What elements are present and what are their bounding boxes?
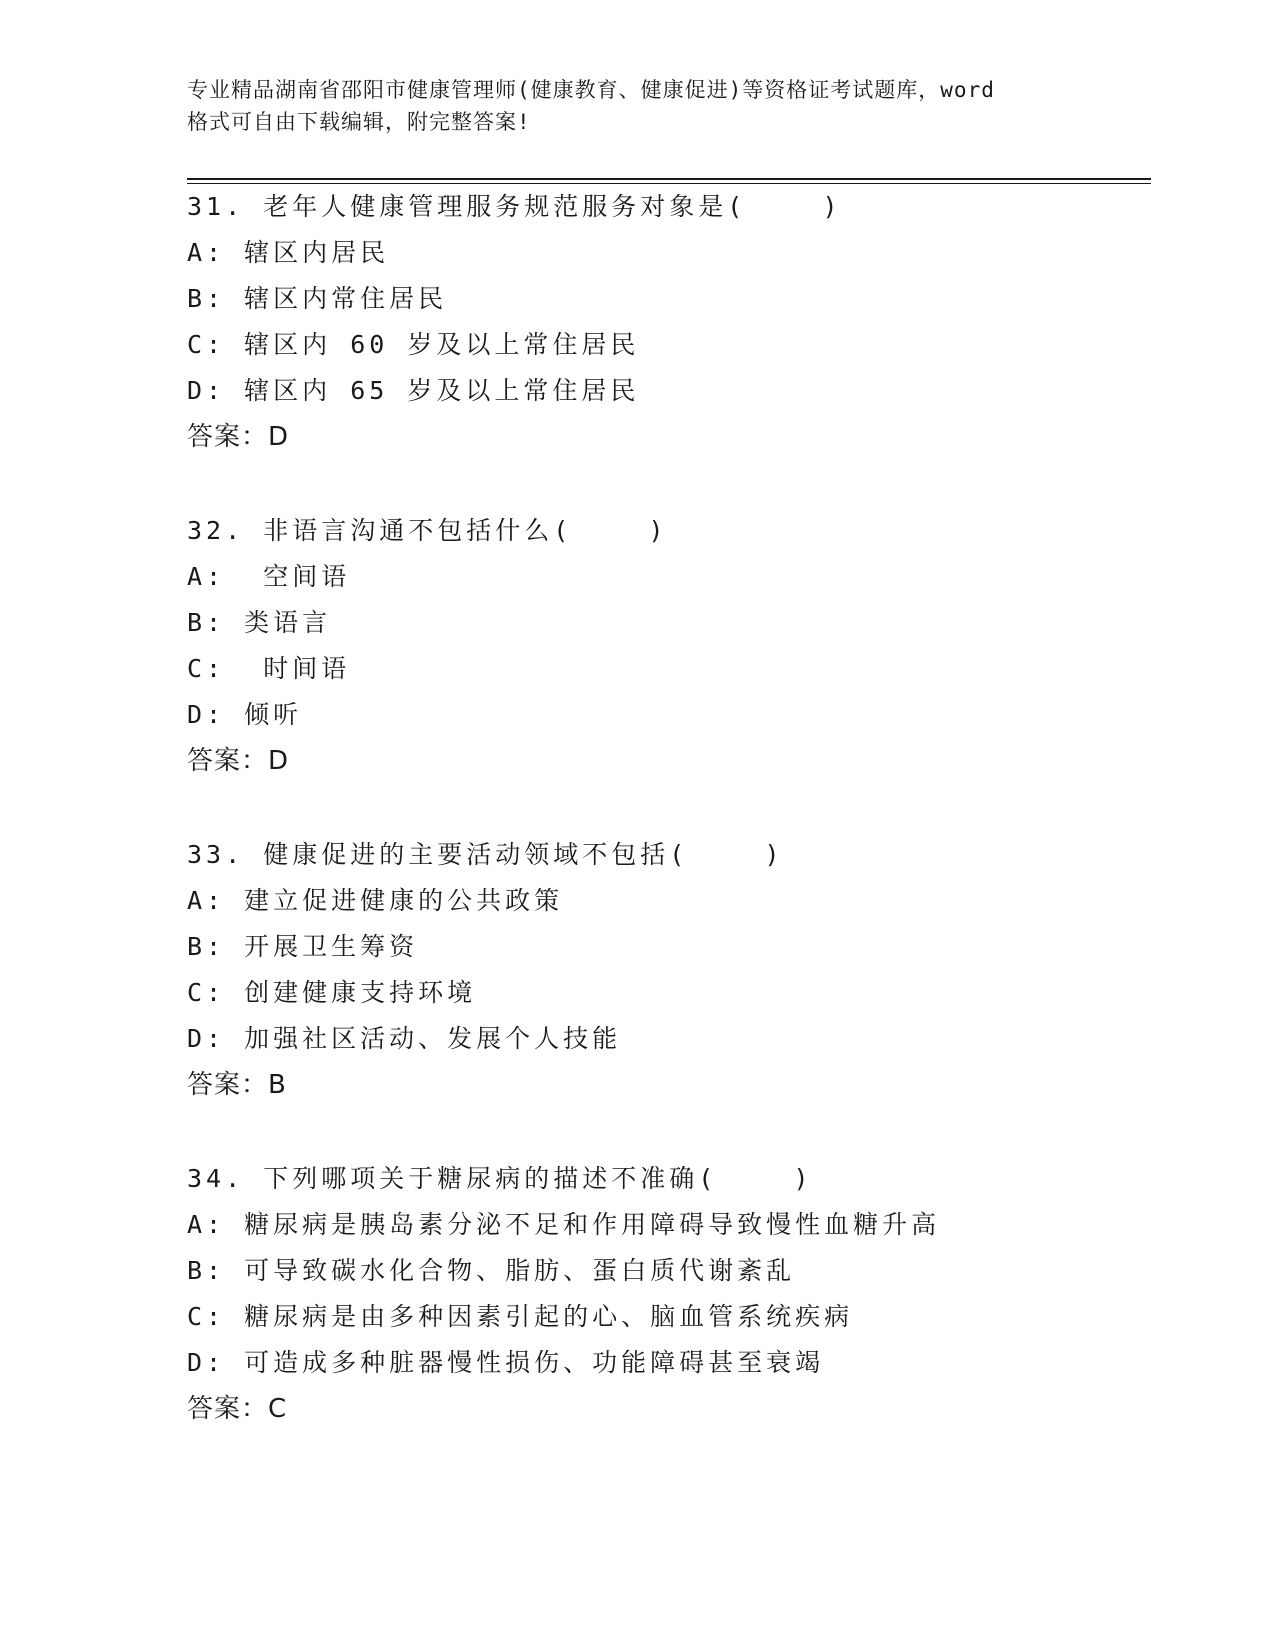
header-line-2: 格式可自由下载编辑，附完整答案! <box>187 110 531 134</box>
question-32 <box>187 508 1127 784</box>
question-stem: 32. 非语言沟通不包括什么( ) <box>187 516 668 545</box>
answer: 答案：B <box>187 1070 287 1100</box>
option-b: B: 类语言 <box>187 608 332 637</box>
option-c: C: 辖区内 60 岁及以上常住居民 <box>187 330 640 359</box>
option-d: D: 加强社区活动、发展个人技能 <box>187 1024 622 1053</box>
header-divider-thick <box>187 178 1151 180</box>
question-34 <box>187 1156 1127 1432</box>
option-b: B: 可导致碳水化合物、脂肪、蛋白质代谢紊乱 <box>187 1256 796 1285</box>
option-a: A: 空间语 <box>187 562 351 591</box>
option-c: C: 时间语 <box>187 654 351 683</box>
question-stem: 31. 老年人健康管理服务规范服务对象是( ) <box>187 192 842 221</box>
option-b: B: 辖区内常住居民 <box>187 284 448 313</box>
question-stem: 33. 健康促进的主要活动领域不包括( ) <box>187 840 784 869</box>
question-stem: 34. 下列哪项关于糖尿病的描述不准确( ) <box>187 1164 813 1193</box>
answer: 答案：C <box>187 1394 288 1424</box>
document-header <box>187 74 1087 138</box>
option-d: D: 倾听 <box>187 700 303 729</box>
option-d: D: 辖区内 65 岁及以上常住居民 <box>187 376 640 405</box>
option-a: A: 辖区内居民 <box>187 238 390 267</box>
answer: 答案：D <box>187 422 290 452</box>
option-d: D: 可造成多种脏器慢性损伤、功能障碍甚至衰竭 <box>187 1348 825 1377</box>
option-b: B: 开展卫生筹资 <box>187 932 419 961</box>
question-31 <box>187 184 1127 460</box>
option-a: A: 建立促进健康的公共政策 <box>187 886 564 915</box>
option-c: C: 糖尿病是由多种因素引起的心、脑血管系统疾病 <box>187 1302 854 1331</box>
option-c: C: 创建健康支持环境 <box>187 978 477 1007</box>
answer: 答案：D <box>187 746 290 776</box>
option-a: A: 糖尿病是胰岛素分泌不足和作用障碍导致慢性血糖升高 <box>187 1210 941 1239</box>
header-line-1: 专业精品湖南省邵阳市健康管理师(健康教育、健康促进)等资格证考试题库，word <box>187 78 995 102</box>
question-33 <box>187 832 1127 1108</box>
